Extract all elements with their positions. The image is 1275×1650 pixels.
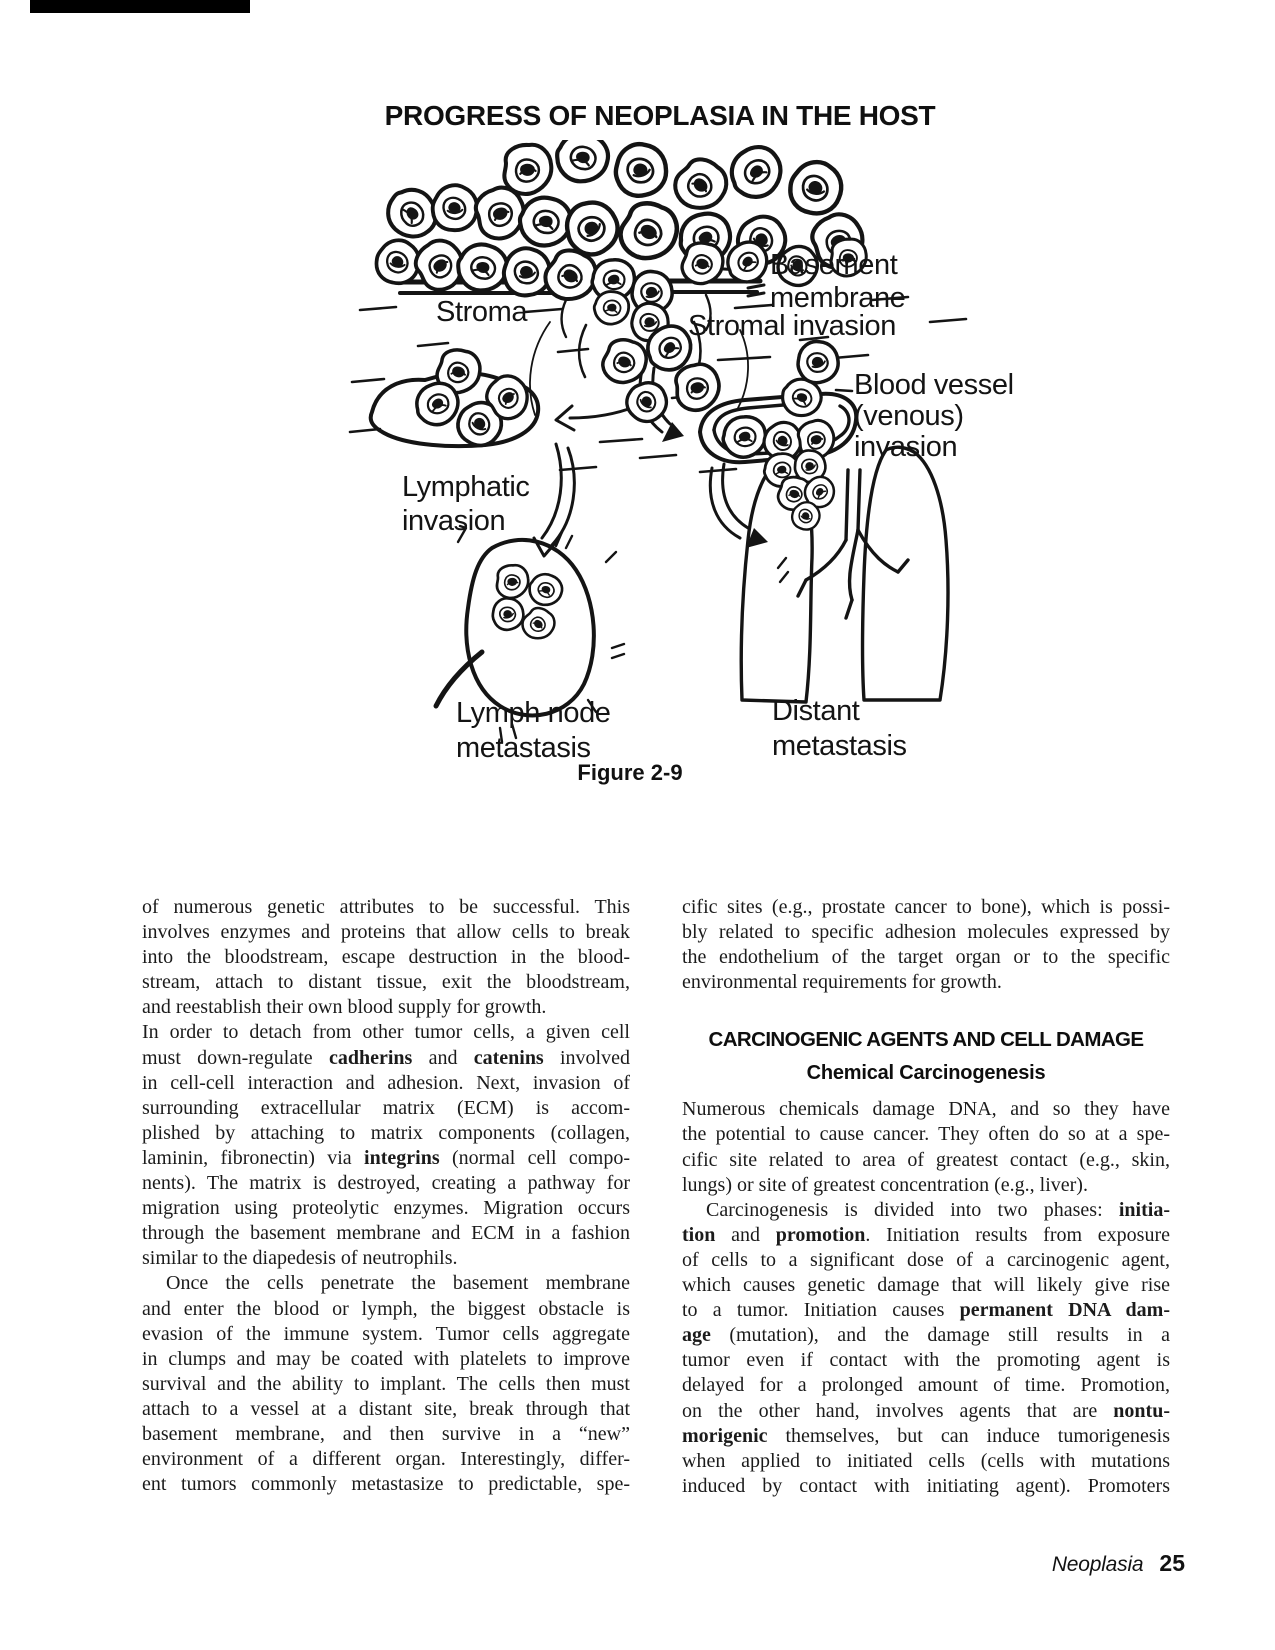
label-stromal-invasion: Stromal invasion	[688, 310, 896, 342]
lymph-node-tumor-cells	[488, 565, 567, 645]
right-column-top-lines	[682, 895, 1170, 995]
right-column-bottom-lines	[682, 1097, 1170, 1499]
page-footer	[800, 1550, 1185, 1577]
text-line: involves enzymes and proteins that allow cells to break	[142, 921, 630, 944]
label-blood-vessel-invasion: Blood vessel (venous) invasion	[854, 369, 1014, 463]
text-line: surrounding extracellular matrix (ECM) is accom-	[142, 1096, 630, 1119]
text-line: must down-regulate cadherins and catenins involved	[142, 1046, 630, 1069]
text-line: in clumps and may be coated with platelets to improve	[142, 1347, 630, 1370]
text-line: on the other hand, involves agents that are nontu-	[682, 1399, 1170, 1422]
section-heading: CARCINOGENIC AGENTS AND CELL DAMAGE	[708, 1028, 1144, 1052]
text-line: of numerous genetic attributes to be successful. This	[142, 896, 630, 918]
text-line: through the basement membrane and ECM in a fashion	[142, 1222, 630, 1245]
text-line: migration using proteolytic enzymes. Migration occurs	[142, 1197, 630, 1220]
text-line: laminin, fibronectin) via integrins (normal cell compo-	[142, 1146, 630, 1169]
text-line: ent tumors commonly metastasize to predictable, spe-	[142, 1473, 630, 1496]
text-line: basement membrane, and then survive in a “new”	[142, 1422, 630, 1445]
text-line: environment of a different organ. Interestingly, differ-	[142, 1448, 630, 1471]
text-line: Once the cells penetrate the basement membrane	[166, 1272, 630, 1295]
text-line: cific sites (e.g., prostate cancer to bone), which is possi-	[682, 896, 1170, 918]
text-column-left	[142, 895, 630, 1497]
text-line: evasion of the immune system. Tumor cells aggregate	[142, 1322, 630, 1345]
text-line: tumor even if contact with the promoting agent is	[682, 1349, 1170, 1372]
text-line: into the bloodstream, escape destruction in the blood-	[142, 946, 630, 969]
text-line: the endothelium of the target organ or to the specific	[682, 946, 1170, 969]
label-basement-membrane: Basement membrane	[770, 249, 906, 314]
text-line: bly related to specific adhesion molecules expressed by	[682, 921, 1170, 944]
text-line: Numerous chemicals damage DNA, and so they have	[682, 1098, 1170, 1121]
text-line: stream, attach to distant tissue, exit the bloodstream,	[142, 971, 630, 994]
lung-tumor-cells	[764, 445, 840, 533]
label-lymph-node-metastasis: Lymph node metastasis	[456, 697, 611, 764]
text-line: lungs) or site of greatest concentration (e.g., liver).	[682, 1173, 1088, 1196]
text-line: and enter the blood or lymph, the biggest obstacle is	[142, 1297, 630, 1320]
text-line: In order to detach from other tumor cells, a given cell	[142, 1021, 630, 1044]
text-line: to a tumor. Initiation causes permanent DNA dam-	[682, 1299, 1170, 1322]
label-distant-metastasis: Distant metastasis	[772, 695, 907, 762]
text-line: when applied to initiated cells (cells with mutations	[682, 1449, 1170, 1472]
figure-caption: Figure 2-9	[577, 760, 683, 785]
label-stroma: Stroma	[436, 296, 528, 328]
text-line: environmental requirements for growth.	[682, 971, 1002, 994]
text-line: age (mutation), and the damage still results in a	[682, 1324, 1170, 1347]
text-line: nents). The matrix is destroyed, creating a pathway for	[142, 1172, 630, 1195]
text-line: attach to a vessel at a distant site, break through that	[142, 1397, 630, 1420]
text-line: tion and promotion. Initiation results from exposure	[682, 1223, 1170, 1246]
text-column-right	[682, 895, 1170, 1499]
text-line: the potential to cause cancer. They often do so at a spe-	[682, 1123, 1170, 1146]
text-line: which causes genetic damage that will likely give rise	[682, 1274, 1170, 1297]
footer-page-number: 25	[1159, 1550, 1185, 1576]
text-line: similar to the diapedesis of neutrophils.	[142, 1247, 458, 1270]
subsection-heading: Chemical Carcinogenesis	[806, 1062, 1046, 1085]
scan-artifact-bar	[30, 0, 250, 13]
arrow-to-lymph-node	[534, 444, 574, 556]
text-line: of cells to a significant dose of a carcinogenic agent,	[682, 1248, 1170, 1271]
text-line: induced by contact with initiating agent). Promoters	[682, 1474, 1170, 1497]
text-line: in cell-cell interaction and adhesion. Next, invasion of	[142, 1071, 630, 1094]
text-line: delayed for a prolonged amount of time. Promotion,	[682, 1374, 1170, 1397]
label-lymphatic-invasion: Lymphatic invasion	[402, 471, 530, 537]
text-line: plished by attaching to matrix components (collagen,	[142, 1121, 630, 1144]
footer-chapter-name: Neoplasia	[1051, 1553, 1144, 1576]
arrow-to-lungs	[710, 464, 768, 548]
text-line: morigenic themselves, but can induce tumorigenesis	[682, 1424, 1170, 1447]
figure-title: PROGRESS OF NEOPLASIA IN THE HOST	[384, 100, 936, 131]
text-line: cific site related to area of greatest contact (e.g., skin,	[682, 1148, 1170, 1171]
text-line: survival and the ability to implant. The cells then must	[142, 1372, 630, 1395]
text-line: and reestablish their own blood supply for growth.	[142, 996, 547, 1019]
text-line: Carcinogenesis is divided into two phases: initia-	[706, 1198, 1170, 1221]
